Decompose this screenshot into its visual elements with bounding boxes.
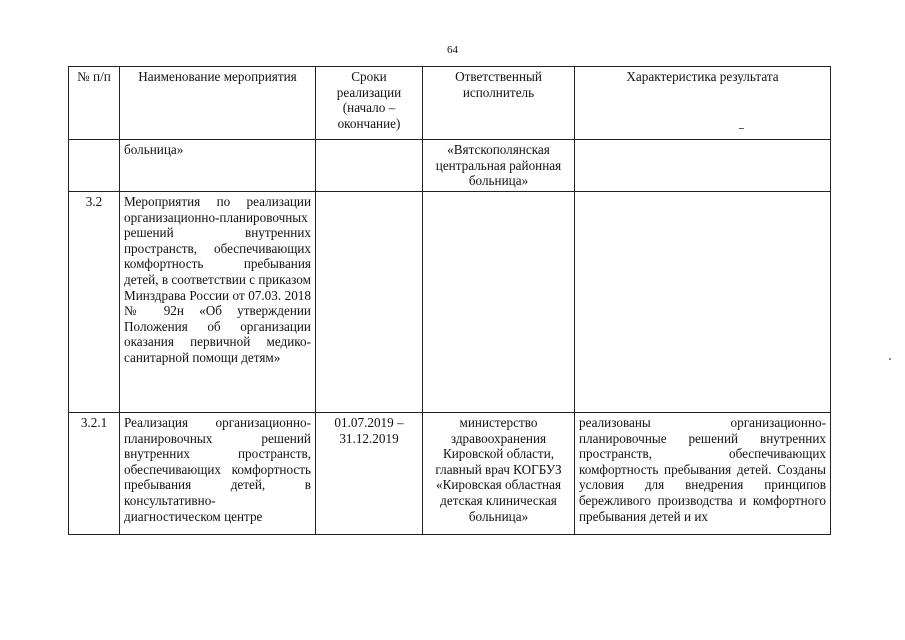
row-number: 3.2.1 [69,413,120,535]
row-date-end: 31.12.2019 [339,430,399,446]
table-row [69,140,831,192]
row-event-name: больница» [120,140,316,192]
row-date-start: 01.07.2019 – [334,415,404,430]
row-event-name: Мероприятия по реализации организационно-планировочных решений внутренних пространств, обеспечивающих комфортность пребывания детей, в соответствии с приказом Минздрава России от 07.03. 2018 № 92н «Об утверждении Положения об организации оказания первичной медико-санитарной помощи детям» [120,192,316,413]
table-row [69,192,831,413]
row-number [69,140,120,192]
row-result [575,192,831,413]
header-executor: Ответственный исполнитель [423,67,575,140]
row-executor [423,192,575,413]
row-executor: «Вятскополянская центральная районная больница» [423,140,575,192]
table-header-row [69,67,831,140]
action-plan-table [68,66,831,535]
table-row [69,413,831,535]
row-number: 3.2 [69,192,120,413]
row-dates [316,140,423,192]
header-result: Характеристика результата [575,67,831,140]
scan-dot [889,358,891,360]
header-number: № п/п [69,67,120,140]
row-executor: министерство здравоохранения Кировской области, главный врач КОГБУЗ «Кировская областная детская клиническая больница» [423,413,575,535]
scan-mark [739,128,744,129]
row-dates [316,413,423,535]
page-number: 64 [447,44,458,56]
header-event-name: Наименование мероприятия [120,67,316,140]
row-dates [316,192,423,413]
row-result: реализованы организационно-планировочные решений внутренних пространств, обеспечивающих комфортность пребывания детей. Созданы условия для внедрения принципов бережливого производства и комфортного пребывания детей и их [575,413,831,535]
header-dates: Сроки реализации (начало – окончание) [316,67,423,140]
row-event-name: Реализация организационно-планировочных решений внутренних пространств, обеспечивающих комфортность пребывания детей, в консультативно-диагностическом центре [120,413,316,535]
row-result [575,140,831,192]
